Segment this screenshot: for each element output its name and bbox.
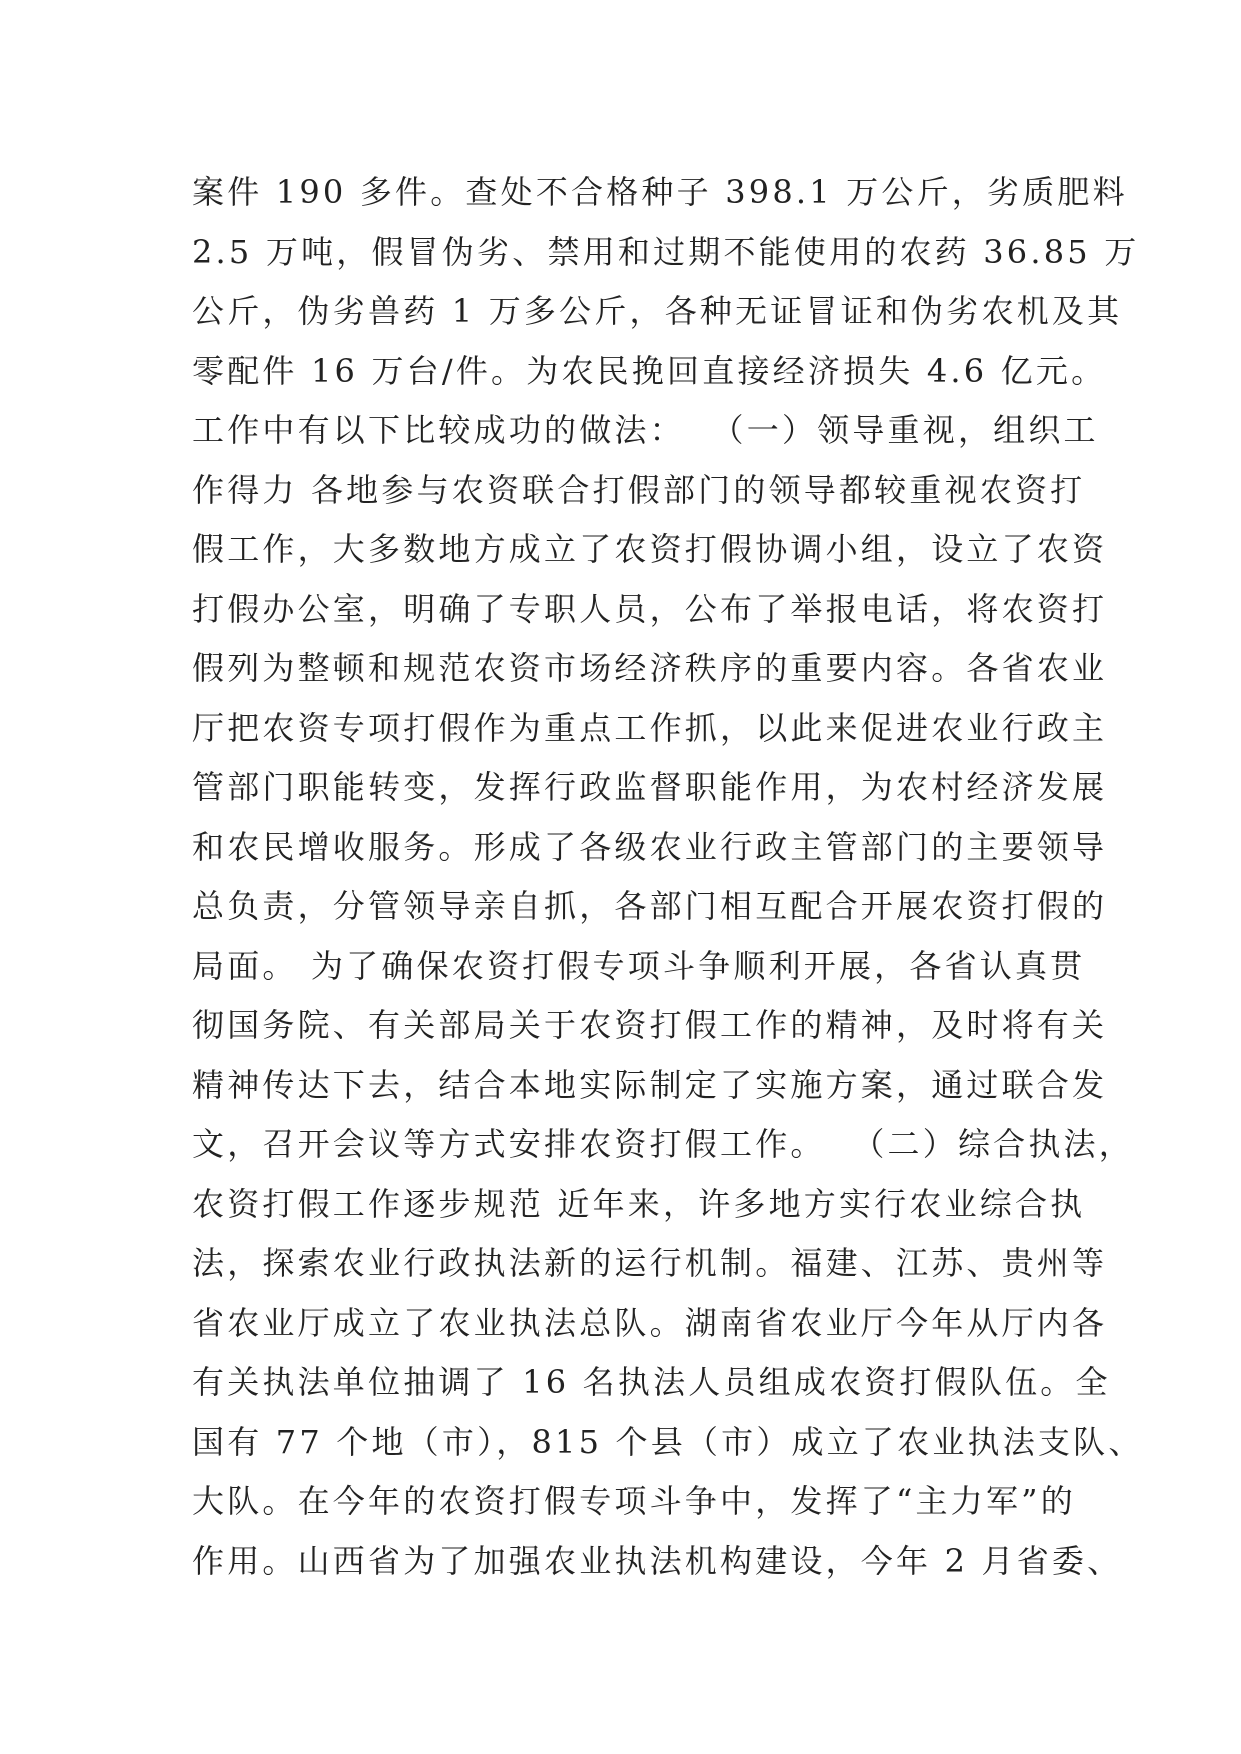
text-line: 公斤，伪劣兽药 1 万多公斤，各种无证冒证和伪劣农机及其 bbox=[192, 292, 1123, 330]
text-line: 作得力 各地参与农资联合打假部门的领导都较重视农资打 bbox=[192, 470, 1086, 509]
text-line: 农资打假工作逐步规范 近年来，许多地方实行农业综合执 bbox=[192, 1184, 1086, 1223]
text-line: 作用。山西省为了加强农业执法机构建设，今年 2 月省委、 bbox=[192, 1541, 1123, 1580]
text-line: 精神传达下去，结合本地实际制定了实施方案，通过联合发 bbox=[192, 1065, 1108, 1104]
text-line: 国有 77 个地（市），815 个县（市）成立了农业执法支队、 bbox=[192, 1422, 1144, 1461]
text-line: 局面。 为了确保农资打假专项斗争顺利开展，各省认真贯 bbox=[192, 946, 1086, 985]
text-line: 有关执法单位抽调了 16 名执法人员组成农资打假队伍。全 bbox=[192, 1363, 1111, 1401]
text-line: 工作中有以下比较成功的做法： （一）领导重视，组织工 bbox=[192, 411, 1099, 449]
text-line: 总负责，分管领导亲自抓，各部门相互配合开展农资打假的 bbox=[192, 887, 1108, 925]
text-line: 管部门职能转变，发挥行政监督职能作用，为农村经济发展 bbox=[192, 768, 1108, 806]
text-line: 法，探索农业行政执法新的运行机制。福建、江苏、贵州等 bbox=[192, 1244, 1108, 1282]
body-text bbox=[192, 163, 1144, 1591]
text-line: 文，召开会议等方式安排农资打假工作。 （二）综合执法， bbox=[192, 1125, 1134, 1163]
text-line: 假列为整顿和规范农资市场经济秩序的重要内容。各省农业 bbox=[192, 649, 1108, 687]
text-line: 2.5 万吨，假冒伪劣、禁用和过期不能使用的农药 36.85 万 bbox=[192, 232, 1140, 271]
text-line: 厅把农资专项打假作为重点工作抓，以此来促进农业行政主 bbox=[192, 708, 1108, 747]
text-line: 假工作，大多数地方成立了农资打假协调小组，设立了农资 bbox=[192, 530, 1108, 568]
text-line: 彻国务院、有关部局关于农资打假工作的精神，及时将有关 bbox=[192, 1006, 1108, 1044]
text-line: 和农民增收服务。形成了各级农业行政主管部门的主要领导 bbox=[192, 827, 1108, 866]
text-line: 大队。在今年的农资打假专项斗争中，发挥了“主力军”的 bbox=[192, 1482, 1076, 1520]
text-line: 打假办公室，明确了专职人员，公布了举报电话，将农资打 bbox=[192, 589, 1108, 628]
text-line: 零配件 16 万台/件。为农民挽回直接经济损失 4.6 亿元。 bbox=[192, 351, 1107, 390]
text-line: 案件 190 多件。查处不合格种子 398.1 万公斤，劣质肥料 bbox=[192, 173, 1128, 211]
text-line: 省农业厅成立了农业执法总队。湖南省农业厅今年从厅内各 bbox=[192, 1303, 1108, 1342]
